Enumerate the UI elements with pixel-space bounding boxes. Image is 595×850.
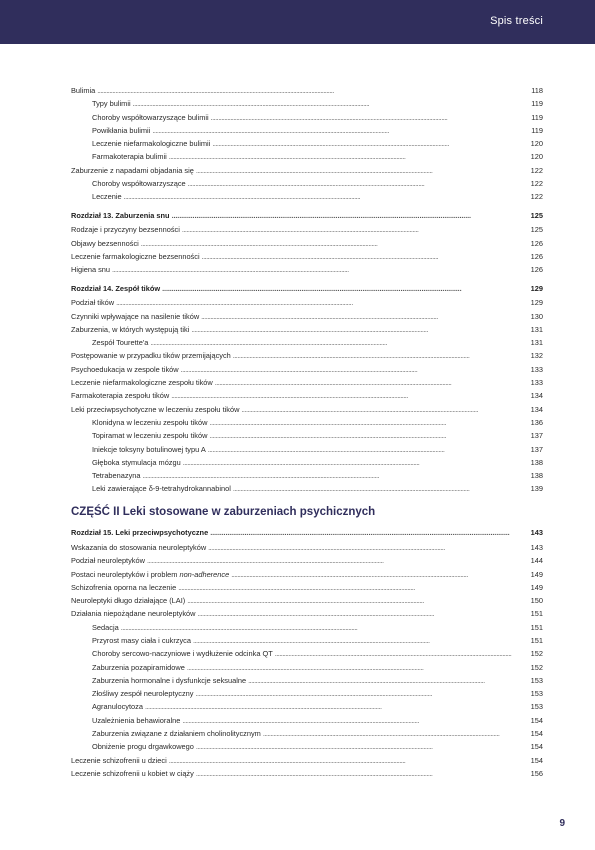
toc-entry-page: 122: [530, 192, 543, 202]
dot-leader: [211, 114, 530, 122]
dot-leader: [196, 167, 529, 175]
toc-entry-label: Złośliwy zespół neuroleptyczny: [92, 689, 194, 699]
toc-entry-page: 130: [530, 311, 543, 321]
dot-leader: [112, 266, 529, 274]
dot-leader: [142, 472, 528, 480]
toc-entry-label: Schizofrenia oporna na leczenie: [71, 582, 177, 592]
toc-entry-label: Zaburzenie z napadami objadania się: [71, 165, 194, 175]
toc-entry-page: 133: [530, 378, 543, 388]
toc-entry-page: 150: [530, 596, 543, 606]
toc-entry-page: 133: [530, 364, 543, 374]
toc-entry-page: 119: [531, 125, 543, 135]
toc-entry[interactable]: [71, 677, 543, 685]
toc-entry[interactable]: [71, 485, 543, 493]
toc-entry-label: Choroby współtowarzyszące: [92, 179, 186, 189]
toc-entry[interactable]: [71, 193, 543, 201]
toc-entry-page: 152: [530, 649, 543, 659]
dot-leader: [178, 584, 528, 592]
toc-entry-label: Podział tików: [71, 298, 115, 308]
toc-entry-page: 119: [531, 112, 543, 122]
toc-entry[interactable]: [71, 379, 543, 387]
toc-entry-page: 126: [530, 265, 543, 275]
toc-entry-label: Rozdział 15. Leki przeciwpsychotyczne: [71, 528, 209, 538]
toc-entry[interactable]: [71, 730, 543, 738]
toc-entry[interactable]: [71, 140, 543, 148]
header-title: Spis treści: [490, 15, 543, 27]
dot-leader: [183, 459, 529, 467]
toc-entry[interactable]: [71, 299, 543, 307]
toc-entry[interactable]: [71, 406, 543, 414]
toc-entry[interactable]: [71, 392, 543, 400]
toc-chapter-entry[interactable]: [71, 529, 543, 537]
toc-entry-label: Iniekcje toksyny botulinowej typu A: [92, 444, 206, 454]
toc-entry-label: Wskazania do stosowania neuroleptyków: [71, 542, 207, 552]
dot-leader: [187, 664, 529, 672]
dot-leader: [150, 339, 528, 347]
dot-leader: [152, 127, 529, 135]
toc-entry-label: Leczenie: [92, 192, 122, 202]
toc-entry[interactable]: [71, 743, 543, 751]
toc-entry-page: 149: [530, 569, 543, 579]
toc-entry[interactable]: [71, 326, 543, 334]
dot-leader: [275, 650, 529, 658]
toc-entry[interactable]: [71, 313, 543, 321]
dot-leader: [202, 253, 529, 261]
toc-entry-page: 151: [530, 609, 543, 619]
toc-entry[interactable]: [71, 717, 543, 725]
toc-entry-label: Leczenie schizofrenii u kobiet w ciąży: [71, 768, 194, 778]
dot-leader: [191, 326, 528, 334]
toc-entry-label: Głęboka stymulacja mózgu: [92, 457, 181, 467]
toc-entry-page: 149: [530, 582, 543, 592]
toc-entry-page: 126: [530, 238, 543, 248]
dot-leader: [182, 717, 528, 725]
toc-entry-page: 126: [530, 251, 543, 261]
toc-entry-page: 120: [530, 152, 543, 162]
dot-leader: [182, 226, 529, 234]
toc-entry-label: Leki przeciwpsychotyczne w leczeniu zespołu tików: [71, 404, 240, 414]
toc-entry-page: 151: [530, 636, 543, 645]
part-heading[interactable]: CZĘŚĆ II Leki stosowane w zaburzeniach psychicznych: [71, 506, 376, 519]
dot-leader: [188, 180, 529, 188]
toc-entry-page: 137: [530, 431, 543, 441]
toc-entry-page: 154: [530, 715, 543, 725]
dot-leader: [208, 544, 528, 552]
toc-entry-label: Rozdział 13. Zaburzenia snu: [71, 210, 170, 220]
toc-entry[interactable]: [71, 100, 543, 108]
toc-entry[interactable]: [71, 419, 543, 427]
toc-entry-label: Leczenie niefarmakologiczne zespołu tików: [71, 378, 213, 388]
toc-entry-label: Psychoedukacja w zespole tików: [71, 364, 179, 374]
dot-leader: [162, 285, 529, 293]
toc-entry-page: 134: [530, 404, 543, 414]
toc-entry-label: Farmakoterapia zespołu tików: [71, 391, 170, 401]
toc-entry-label: Zaburzenia pozapiramidowe: [92, 662, 185, 672]
dot-leader: [209, 419, 528, 427]
dot-leader: [172, 212, 529, 220]
toc-entry-label: Zaburzenia hormonalne i dysfunkcje seksualne: [92, 675, 247, 685]
toc-entry-label: Choroby współtowarzyszące bulimii: [92, 112, 209, 122]
toc-entry-page: 137: [530, 444, 543, 454]
toc-entry-page: 153: [530, 702, 543, 712]
dot-leader: [233, 485, 529, 493]
toc-entry-label: Neuroleptyki długo działające (LAI): [71, 596, 186, 606]
toc-entry-label: Farmakoterapia bulimii: [92, 152, 167, 162]
toc-entry-label: Postępowanie w przypadku tików przemijających: [71, 351, 231, 361]
toc-entry-label: Rodzaje i przyczyny bezsenności: [71, 225, 180, 235]
dot-leader: [195, 690, 528, 698]
toc-entry[interactable]: [71, 87, 543, 95]
toc-entry[interactable]: [71, 472, 543, 480]
toc-entry-page: 151: [530, 622, 543, 632]
toc-entry[interactable]: [71, 610, 543, 618]
toc-entry-label: Uzależnienia behawioralne: [92, 715, 181, 725]
toc-entry-label: Higiena snu: [71, 265, 111, 275]
toc-entry[interactable]: [71, 253, 543, 261]
toc-entry-page: 143: [530, 542, 543, 552]
toc-entry-page: 120: [530, 139, 543, 149]
toc-entry-label: Powikłania bulimii: [92, 125, 151, 135]
toc-entry[interactable]: [71, 339, 543, 347]
toc-entry[interactable]: [71, 557, 543, 565]
toc-entry-label: Typy bulimii: [92, 99, 131, 109]
dot-leader: [169, 757, 529, 765]
toc-entry[interactable]: [71, 757, 543, 765]
dot-leader: [215, 379, 529, 387]
toc-entry[interactable]: [71, 127, 543, 135]
toc-entry-label: Bulimia: [71, 86, 96, 95]
toc-entry-label: Topiramat w leczeniu zespołu tików: [92, 431, 208, 441]
dot-leader: [181, 366, 529, 374]
toc-entry[interactable]: [71, 770, 543, 778]
dot-leader: [248, 677, 529, 685]
dot-leader: [116, 299, 529, 307]
dot-leader: [196, 743, 529, 751]
toc-entry-label: Leczenie farmakologiczne bezsenności: [71, 251, 200, 261]
toc-entry-label: Agranulocytoza: [92, 702, 143, 712]
toc-entry-label: Klonidyna w leczeniu zespołu tików: [92, 417, 208, 427]
toc-entry-label: Tetrabenazyna: [92, 471, 141, 481]
toc-entry[interactable]: [71, 703, 543, 711]
toc-entry-page: 125: [530, 210, 543, 220]
dot-leader: [208, 446, 529, 454]
toc-entry-label: Leczenie schizofrenii u dzieci: [71, 755, 167, 765]
toc-entry[interactable]: [71, 153, 543, 161]
toc-entry-page: 118: [531, 86, 543, 95]
toc-entry-page: 131: [530, 338, 543, 348]
toc-entry-label: Leczenie niefarmakologiczne bulimii: [92, 139, 211, 149]
toc-entry-page: 125: [530, 225, 543, 235]
dot-leader: [133, 100, 530, 108]
toc-entry-page: 122: [530, 179, 543, 189]
dot-leader: [233, 352, 529, 360]
toc-entry[interactable]: [71, 664, 543, 672]
toc-entry[interactable]: [71, 446, 543, 454]
toc-entry[interactable]: [71, 584, 543, 592]
toc-entry-label: Podział neuroleptyków: [71, 556, 145, 566]
dot-leader: [209, 432, 528, 440]
toc-entry-label: Obniżenie progu drgawkowego: [92, 742, 194, 752]
dot-leader: [193, 637, 529, 645]
toc-entry-page: 156: [530, 768, 543, 778]
toc-entry-label: Zaburzenia związane z działaniem cholinolitycznym: [92, 729, 261, 739]
toc-entry-page: 136: [530, 417, 543, 427]
toc-entry[interactable]: [71, 432, 543, 440]
toc-entry-page: 143: [530, 528, 543, 538]
toc-entry-label: Leki zawierające δ-9-tetrahydrokannabinol: [92, 484, 231, 494]
toc-entry[interactable]: [71, 266, 543, 274]
toc-entry-page: 129: [530, 298, 543, 308]
toc-entry-page: 144: [530, 556, 543, 566]
toc-entry[interactable]: [71, 352, 543, 360]
toc-entry-page: 153: [530, 675, 543, 685]
toc-entry[interactable]: [71, 624, 543, 632]
dot-leader: [169, 153, 529, 161]
dot-leader: [212, 140, 528, 148]
toc-entry-page: 134: [530, 391, 543, 401]
toc-entry[interactable]: [71, 571, 543, 579]
toc-entry-label: Postaci neuroleptyków i problem non-adherence: [71, 569, 230, 579]
toc-entry-label: Objawy bezsenności: [71, 238, 139, 248]
toc-entry-page: 138: [530, 457, 543, 467]
dot-leader: [171, 392, 528, 400]
dot-leader: [241, 406, 528, 414]
toc-entry-page: 131: [530, 324, 543, 334]
toc-entry[interactable]: [71, 240, 543, 248]
toc-entry-page: 153: [530, 689, 543, 699]
dot-leader: [147, 557, 529, 565]
dot-leader: [141, 240, 529, 248]
toc-entry[interactable]: [71, 597, 543, 605]
toc-entry[interactable]: [71, 637, 543, 645]
toc-entry-label: Rozdział 14. Zespół tików: [71, 283, 161, 293]
dot-leader: [121, 624, 529, 632]
toc-entry-page: 119: [531, 99, 543, 109]
toc-entry[interactable]: [71, 459, 543, 467]
toc-chapter-entry[interactable]: [71, 212, 543, 220]
toc-entry-page: 132: [530, 351, 543, 361]
dot-leader: [124, 193, 529, 201]
toc-entry[interactable]: [71, 650, 543, 658]
toc-entry-label: Przyrost masy ciała i cukrzyca: [92, 636, 191, 645]
toc-entry-label: Zespół Tourette'a: [92, 338, 149, 348]
dot-leader: [187, 597, 528, 605]
toc-entry[interactable]: [71, 544, 543, 552]
toc-entry-page: 154: [530, 729, 543, 739]
dot-leader: [198, 610, 529, 618]
toc-entry[interactable]: [71, 180, 543, 188]
page-number: 9: [559, 818, 565, 829]
toc-entry-label: Sedacja: [92, 622, 119, 632]
dot-leader: [196, 770, 529, 778]
toc-entry[interactable]: [71, 167, 543, 175]
toc-entry-page: 154: [530, 755, 543, 765]
toc-chapter-entry[interactable]: [71, 285, 543, 293]
dot-leader: [97, 87, 529, 95]
toc-entry-page: 152: [530, 662, 543, 672]
dot-leader: [145, 703, 529, 711]
toc-entry-label: Zaburzenia, w których występują tiki: [71, 324, 190, 334]
toc-entry-label: Działania niepożądane neuroleptyków: [71, 609, 196, 619]
toc-entry[interactable]: [71, 226, 543, 234]
toc-entry-label: Czynniki wpływające na nasilenie tików: [71, 311, 200, 321]
toc-entry[interactable]: [71, 366, 543, 374]
dot-leader: [210, 529, 528, 537]
toc-entry-page: 122: [530, 165, 543, 175]
table-of-contents: [71, 87, 543, 778]
toc-entry-page: 154: [530, 742, 543, 752]
toc-entry-label: Choroby sercowo-naczyniowe i wydłużenie odcinka QT: [92, 649, 273, 659]
dot-leader: [263, 730, 529, 738]
toc-entry-page: 129: [530, 283, 543, 293]
dot-leader: [201, 313, 528, 321]
page-header-bar: [0, 0, 595, 44]
toc-entry[interactable]: [71, 114, 543, 122]
toc-entry-page: 139: [530, 484, 543, 494]
toc-entry[interactable]: [71, 690, 543, 698]
toc-entry-page: 138: [530, 471, 543, 481]
dot-leader: [231, 571, 528, 579]
